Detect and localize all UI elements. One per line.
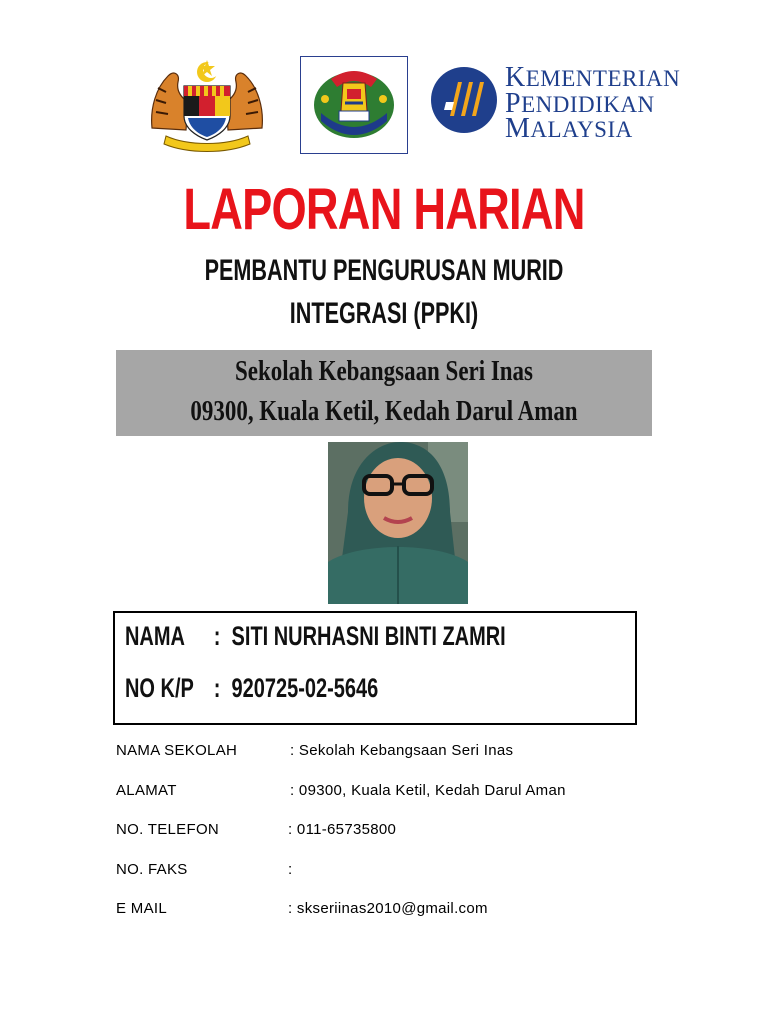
report-subtitle-line1: PEMBANTU PENGURUSAN MURID: [204, 254, 564, 287]
detail-label: NAMA SEKOLAH: [116, 742, 238, 759]
ministry-initial-3: M: [505, 113, 531, 144]
detail-value: :: [288, 861, 293, 878]
ic-value: 920725-02-5646: [231, 673, 379, 703]
banner-school-address: 09300, Kuala Ketil, Kedah Darul Aman: [190, 396, 578, 427]
kpm-logo-mark: [430, 66, 498, 134]
detail-label: NO. TELEFON: [116, 821, 220, 838]
name-label: NAMA: [125, 621, 185, 651]
ministry-rest-3: ALAYSIA: [530, 117, 633, 142]
detail-value: : skseriinas2010@gmail.com: [288, 900, 488, 917]
ministry-initial-2: P: [505, 88, 522, 119]
detail-label: ALAMAT: [116, 782, 177, 799]
ministry-name-line3: [505, 113, 633, 144]
school-emblem-logo: [300, 56, 408, 154]
name-value: SITI NURHASNI BINTI ZAMRI: [231, 621, 506, 651]
ministry-initial-1: K: [505, 62, 526, 93]
name-separator: :: [213, 621, 221, 651]
ic-label: NO K/P: [125, 673, 194, 703]
ministry-name-line1: [505, 62, 681, 93]
detail-label: NO. FAKS: [116, 861, 188, 878]
detail-label: E MAIL: [116, 900, 167, 917]
banner-school-name: Sekolah Kebangsaan Seri Inas: [235, 356, 533, 387]
detail-value: : Sekolah Kebangsaan Seri Inas: [290, 742, 514, 759]
school-banner: [116, 350, 652, 436]
coat-of-arms-logo: [148, 58, 266, 154]
identity-box: [113, 611, 637, 725]
profile-photo: [328, 442, 468, 604]
ministry-rest-1: EMENTERIAN: [525, 66, 681, 91]
detail-value: : 09300, Kuala Ketil, Kedah Darul Aman: [290, 782, 566, 799]
report-title: LAPORAN HARIAN: [183, 177, 585, 242]
ministry-rest-2: ENDIDIKAN: [521, 92, 655, 117]
report-subtitle-line2: INTEGRASI (PPKI): [289, 297, 479, 330]
ic-row: [125, 673, 378, 704]
ic-separator: :: [213, 673, 221, 703]
name-row: [125, 621, 506, 652]
detail-value: : 011-65735800: [288, 821, 397, 838]
